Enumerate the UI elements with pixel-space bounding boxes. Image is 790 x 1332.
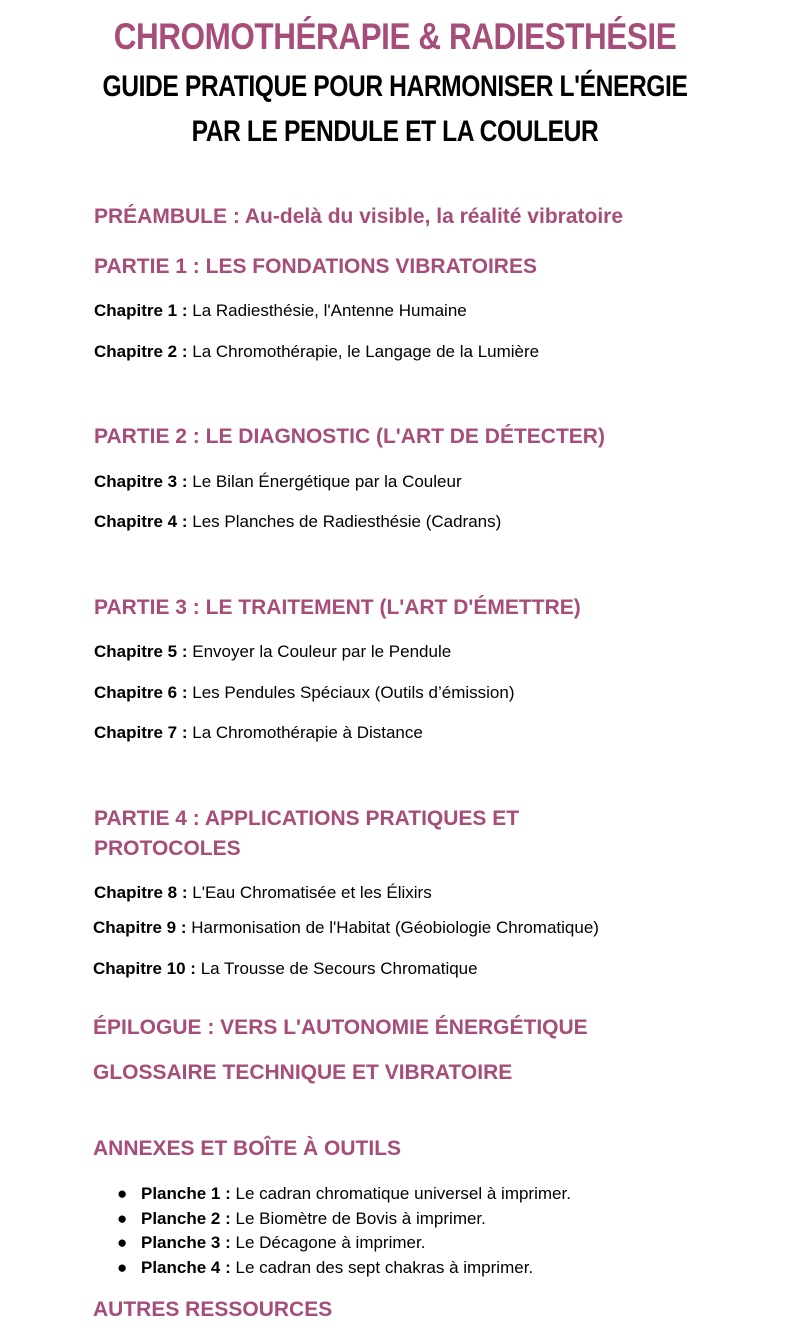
chapter-label: Chapitre 6 :	[94, 683, 188, 702]
chapter-6	[94, 683, 514, 703]
bullet-icon: ●	[117, 1233, 128, 1253]
document-title: CHROMOTHÉRAPIE & RADIESTHÉSIE	[113, 16, 677, 57]
chapter-label: Chapitre 4 :	[94, 512, 188, 531]
bullet-icon: ●	[117, 1257, 128, 1277]
bullet-icon: ●	[117, 1184, 128, 1203]
chapter-7	[94, 723, 423, 743]
list-item	[117, 1207, 571, 1232]
chapter-9	[93, 918, 599, 938]
document-subtitle-line-1: GUIDE PRATIQUE POUR HARMONISER L'ÉNERGIE	[102, 70, 688, 103]
section-annexes: ANNEXES ET BOÎTE À OUTILS	[93, 1137, 402, 1160]
planche-text: Le cadran des sept chakras à imprimer.	[235, 1257, 534, 1277]
chapter-title: La Chromothérapie à Distance	[192, 723, 423, 742]
chapter-4	[94, 512, 501, 532]
list-item	[117, 1256, 571, 1281]
chapter-label: Chapitre 3 :	[94, 472, 188, 491]
bullet-icon: ●	[117, 1208, 128, 1228]
chapter-8	[94, 883, 432, 903]
chapter-2	[94, 342, 539, 362]
section-partie-1: PARTIE 1 : LES FONDATIONS VIBRATOIRES	[94, 255, 537, 278]
section-autres-ressources: AUTRES RESSOURCES	[93, 1298, 333, 1321]
chapter-title: La Chromothérapie, le Langage de la Lumière	[192, 342, 540, 361]
list-item	[117, 1231, 571, 1256]
chapter-label: Chapitre 2 :	[94, 342, 188, 361]
chapter-label: Chapitre 10 :	[93, 959, 196, 978]
planche-text: Le Décagone à imprimer.	[235, 1233, 426, 1253]
section-glossaire: GLOSSAIRE TECHNIQUE ET VIBRATOIRE	[93, 1061, 513, 1084]
chapter-label: Chapitre 5 :	[94, 642, 188, 661]
section-preambule: PRÉAMBULE : Au-delà du visible, la réalité vibratoire	[94, 205, 624, 228]
planche-label: Planche 3 :	[141, 1233, 231, 1253]
section-epilogue: ÉPILOGUE : VERS L'AUTONOMIE ÉNERGÉTIQUE	[93, 1016, 588, 1039]
chapter-title: L'Eau Chromatisée et les Élixirs	[192, 883, 432, 902]
chapter-label: Chapitre 9 :	[93, 918, 187, 937]
chapter-1	[94, 301, 467, 321]
chapter-title: Harmonisation de l'Habitat (Géobiologie Chromatique)	[191, 918, 599, 937]
chapter-title: La Radiesthésie, l'Antenne Humaine	[192, 301, 467, 320]
chapter-title: Envoyer la Couleur par le Pendule	[192, 642, 452, 661]
chapter-10	[93, 959, 478, 979]
chapter-title: Les Pendules Spéciaux (Outils d’émission)	[192, 683, 515, 702]
planche-label: Planche 2 :	[141, 1208, 231, 1228]
chapter-title: La Trousse de Secours Chromatique	[200, 959, 478, 978]
planche-label: Planche 1 :	[141, 1184, 231, 1203]
planche-text: Le cadran chromatique universel à imprimer.	[235, 1184, 571, 1203]
chapter-5	[94, 642, 451, 662]
planche-text: Le Biomètre de Bovis à imprimer.	[235, 1208, 486, 1228]
list-item	[117, 1182, 571, 1207]
chapter-label: Chapitre 8 :	[94, 883, 188, 902]
document-subtitle-line-2: PAR LE PENDULE ET LA COULEUR	[191, 115, 599, 148]
annexes-list	[117, 1182, 571, 1280]
chapter-label: Chapitre 7 :	[94, 723, 188, 742]
section-partie-3: PARTIE 3 : LE TRAITEMENT (L'ART D'ÉMETTRE)	[94, 596, 581, 619]
chapter-3	[94, 472, 462, 492]
section-partie-4: PARTIE 4 : APPLICATIONS PRATIQUES ET PROTOCOLES	[94, 807, 520, 860]
section-partie-2: PARTIE 2 : LE DIAGNOSTIC (L'ART DE DÉTECTER)	[94, 425, 605, 448]
chapter-title: Le Bilan Énergétique par la Couleur	[192, 472, 462, 491]
planche-label: Planche 4 :	[141, 1257, 231, 1277]
chapter-title: Les Planches de Radiesthésie (Cadrans)	[192, 512, 502, 531]
chapter-label: Chapitre 1 :	[94, 301, 188, 320]
